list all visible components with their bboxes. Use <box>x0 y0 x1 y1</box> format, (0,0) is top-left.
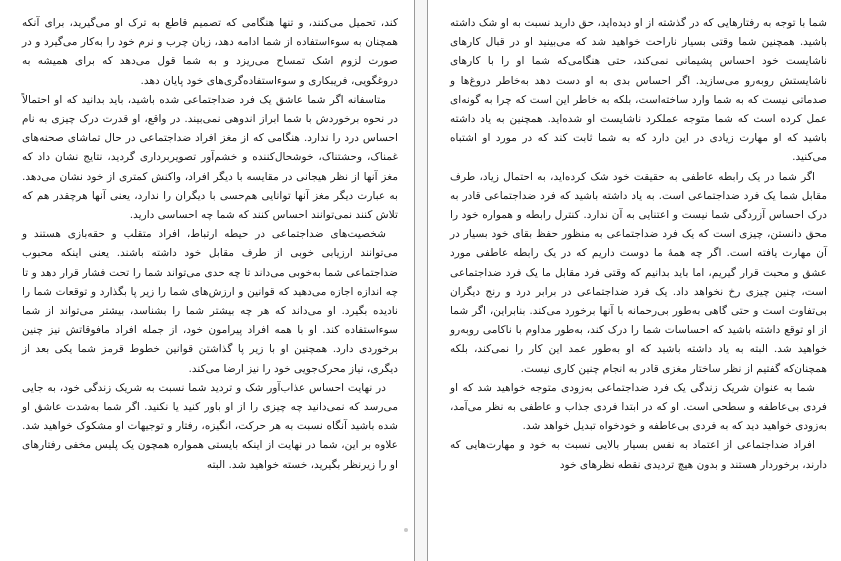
page-mark <box>404 528 408 532</box>
right-paragraph-2: اگر شما در یک رابطه عاطفی به حقیقت خود شک کرده‌اید، به احتمال زیاد، طرف مقابل شما یک فرد ضداجتماعی است. به یاد داشته باشید که فرد ضداجتماعی قادر به درک احساس آزردگی شما نیست و اعتنایی به آن ندارد. کنترل رابطه و همواره خود را محق دانستن، چیزی است که یک فرد ضداجتماعی به منظور حفظ بقای خود بسیار در آن مهارت یافته است. اگر چه همهٔ ما دوست داریم که در یک رابطه عاطفی مورد عشق و محبت قرار گیریم، اما باید بدانیم که وقتی فرد مقابل ما یک فرد ضداجتماعی است، چنین چیزی رخ نخواهد داد. یک فرد ضداجتماعی در برابر درد و رنج دیگران بی‌تفاوت است و حتی گاهی به‌طور بی‌رحمانه با آنها برخورد می‌کند. بنابراین، اگر شما از او توقع داشته باشید که احساسات شما را درک کند، به‌طور مداوم با ناکامی روبه‌رو خواهید شد. البته به یاد داشته باشید که او به‌طور عمد این کار را نمی‌کند، بلکه همچنان‌که گفتیم از نظر ساختار مغزی قادر به انجام چنین کاری نیست. <box>450 170 827 375</box>
left-paragraph-3: شخصیت‌های ضداجتماعی در حیطه ارتباط، افراد متقلب و حقه‌بازی هستند و می‌توانند ارزیابی خوبی از طرف مقابل خود داشته باشند. یعنی اینکه محبوب ضداجتماعی شما به‌خوبی می‌داند تا چه حدی می‌تواند شما را تحت فشار قرار دهد و تا چه اندازه اجازه می‌دهید که قوانین و ارزش‌های شما را زیر پا بگذارد و توقعات شما را نادیده بگیرد. او می‌داند که هر چه بیشتر شما را بشناسد، بیشتر می‌تواند از شما سوءاستفاده کند. او با همه افراد پیرامون خود، از جمله افراد مافوقاتش نیز چنین برخوردی دارد. همچنین او با زیر پا گذاشتن قوانین خطوط قرمز شما یکی بعد از دیگری، نیاز محرک‌جویی خود را نیز ارضا می‌کند. <box>22 228 398 375</box>
left-paragraph-2: متاسفانه اگر شما عاشق یک فرد ضداجتماعی شده باشید، باید بدانید که او احتمالاً در نحوه برخوردش با شما ابراز اندوهی نمی‌بیند. در واقع، او قدرت درک چیزی به نام احساس درد را ندارد. هنگامی که از مغز افراد ضداجتماعی در حال تماشای صحنه‌های غمناک، وحشتناک، خوشحال‌کننده و خشم‌آور تصویربرداری گردید، نتایج نشان داد که مغز آنها از نظر هیجانی در مقایسه با دیگر افراد، واکنش کمتری از خود نشان می‌دهد. به عبارت دیگر مغز آنها توانایی هم‌حسی با دیگران را ندارد، یعنی آنها هرچقدر هم که تلاش کنند نمی‌توانند احساس کنند که شما چه احساسی دارید. <box>22 93 398 222</box>
right-page-text <box>450 14 827 475</box>
right-page <box>428 0 841 561</box>
left-page-text <box>22 14 398 475</box>
right-paragraph-4: افراد ضداجتماعی از اعتماد به نفس بسیار بالایی نسبت به خود و مهارت‌هایی که دارند، برخوردار هستند و بدون هیچ تردیدی نقطه نظرهای خود <box>450 439 827 471</box>
left-page <box>0 0 414 561</box>
left-paragraph-4: در نهایت احساس عذاب‌آور شک و تردید شما نسبت به شریک زندگی خود، به جایی می‌رسد که نمی‌دانید چه چیزی را از او باور کنید یا نکنید. اگر شما به‌شدت عاشق او شده باشید آنگاه نسبت به هر حرکت، انگیزه، رفتار و توجیهات او مشکوک خواهید شد. علاوه بر این، شما در نهایت از اینکه بایستی همواره همچون یک پلیس مخفی رفتارهای او را زیرنظر بگیرید، خسته خواهید شد. البته <box>22 381 398 471</box>
gutter-edge-left <box>414 0 415 561</box>
right-paragraph-1: شما با توجه به رفتارهایی که در گذشته از او دیده‌اید، حق دارید نسبت به او شک داشته باشید. همچنین شما وقتی بسیار ناراحت خواهید شد که می‌بینید او در قبال کارهای ناشایست خود احساس پشیمانی نمی‌کند، حتی هنگامی‌که شما او را با کارهای ناشایستش روبه‌رو می‌سازید. اگر احساس بدی به او دست دهد به‌خاطر دروغ‌ها و صدماتی نیست که به شما وارد ساخته‌است، بلکه به خاطر این است که چرا به گونه‌ای عمل کرده است که شما متوجه عملکرد ناشایست او شده‌اید. همچنین به یاد داشته باشید که او مهارت زیادی در این دارد که به شما ثابت کند که در مورد او اشتباه می‌کنید. <box>450 17 827 164</box>
right-paragraph-3: شما به عنوان شریک زندگی یک فرد ضداجتماعی به‌زودی متوجه خواهید شد که او فردی بی‌عاطفه و سطحی است. او که در ابتدا فردی جذاب و عاطفی به نظر می‌آمد، به‌زودی خواهید دید که به فردی بی‌عاطفه و خودخواه تبدیل خواهد شد. <box>450 381 827 433</box>
left-paragraph-1: کند، تحمیل می‌کنند، و تنها هنگامی که تصمیم قاطع به ترک او می‌گیرید، برای آنکه همچنان به سوءاستفاده از شما ادامه دهد، زبان چرب و نرم خود را به‌کار می‌گیرد و در صورت لزوم اشک تمساح می‌ریزد و به شما قول می‌دهد که برای همیشه به دروغگویی، فریبکاری و سوءاستفاده‌گری‌های خود پایان دهد. <box>22 17 398 87</box>
book-gutter <box>415 0 427 561</box>
